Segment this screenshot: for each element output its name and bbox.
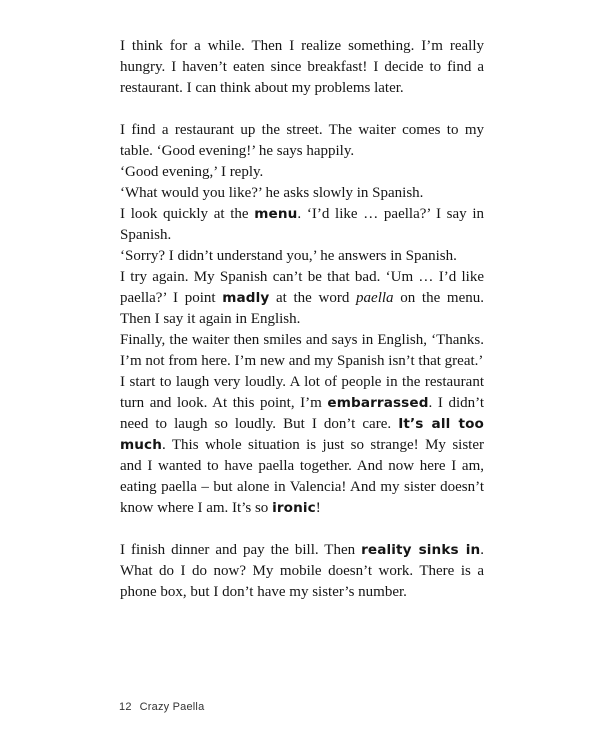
glossary-phrase-reality-sinks-in: reality sinks in	[361, 542, 481, 558]
paragraph-7: I try again. My Spanish can’t be that bad. ‘Um … I’d like paella?’ I point madly at the word paella on the menu. Then I say it again in English.	[120, 269, 484, 327]
glossary-word-ironic: ironic	[272, 500, 316, 516]
glossary-word-menu: menu	[254, 206, 298, 222]
paragraph-5: I look quickly at the menu. ‘I’d like … paella?’ I say in Spanish.	[120, 206, 485, 243]
glossary-phrase-all-too-much: It’s all too much	[120, 416, 484, 453]
book-title: Crazy Paella	[139, 701, 205, 713]
page-number: 12	[119, 701, 132, 713]
paragraph-3: ‘Good evening,’ I reply.	[120, 164, 264, 180]
section-break	[120, 519, 484, 540]
page-body	[120, 36, 484, 603]
paragraph-6: ‘Sorry? I didn’t understand you,’ he answers in Spanish.	[120, 248, 457, 264]
page-footer	[119, 701, 204, 713]
paragraph-1: I think for a while. Then I realize something. I’m really hungry. I haven’t eaten since breakfast! I decide to find a restaurant. I can think about my problems later.	[120, 38, 484, 96]
paragraph-4: ‘What would you like?’ he asks slowly in Spanish.	[120, 185, 424, 201]
italic-word-paella: paella	[356, 290, 394, 306]
paragraph-8: Finally, the waiter then smiles and says in English, ‘Thanks. I’m not from here. I’m new and my Spanish isn’t that great.’	[120, 332, 484, 369]
section-break	[120, 99, 484, 120]
glossary-word-madly: madly	[222, 290, 270, 306]
paragraph-9: I start to laugh very loudly. A lot of people in the restaurant turn and look. At this point, I’m embarrassed. I didn’t need to laugh so loudly. But I don’t care. It’s all too much. This whole situation is just so strange! My sister and I wanted to have paella together. And now here I am, eating paella – but alone in Valencia! And my sister doesn’t know where I am. It’s so ironic!	[120, 374, 485, 516]
paragraph-10: I finish dinner and pay the bill. Then reality sinks in. What do I do now? My mobile doesn’t work. There is a phone box, but I don’t have my sister’s number.	[120, 542, 484, 600]
glossary-word-embarrassed: embarrassed	[327, 395, 429, 411]
paragraph-2: I find a restaurant up the street. The waiter comes to my table. ‘Good evening!’ he says happily.	[120, 122, 484, 159]
